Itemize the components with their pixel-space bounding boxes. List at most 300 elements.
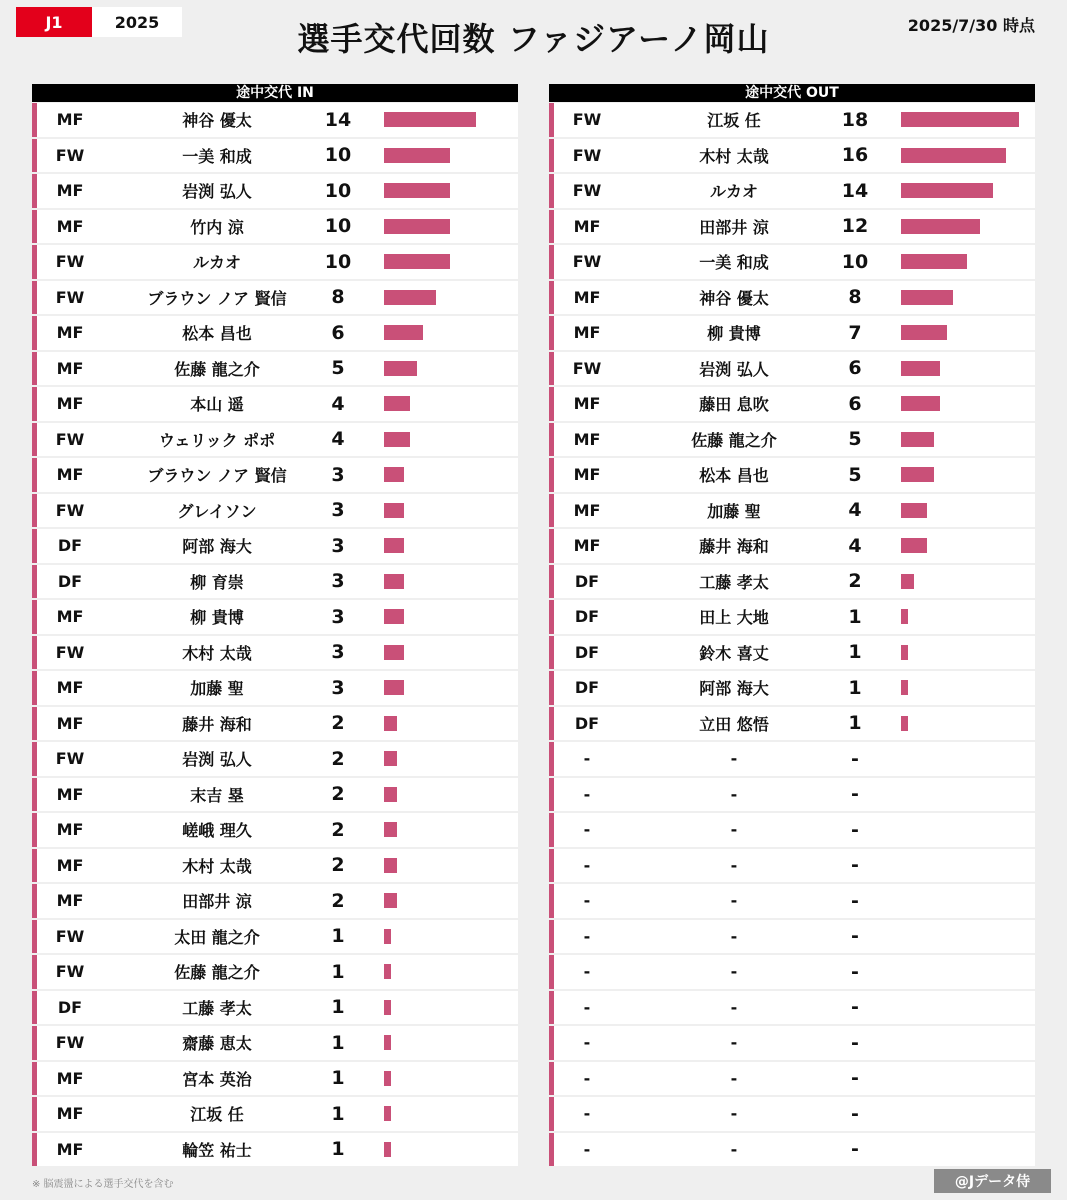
table-row — [549, 245, 1035, 279]
substitution-out-rows — [549, 103, 1035, 1166]
position-label: MF — [56, 607, 84, 627]
player-name: 齋藤 恵太 — [182, 1034, 252, 1054]
table-row — [549, 671, 1035, 705]
position-label: MF — [573, 429, 601, 449]
count-label: 10 — [324, 179, 352, 202]
count-label: 1 — [331, 960, 345, 983]
table-row — [549, 742, 1035, 776]
count-bar — [901, 716, 908, 731]
position-label: FW — [55, 287, 85, 307]
position-label: MF — [56, 713, 84, 733]
position-label: MF — [56, 323, 84, 343]
player-name: - — [730, 784, 738, 804]
position-label: DF — [57, 536, 83, 556]
count-bar — [384, 1035, 391, 1050]
count-label: 1 — [848, 641, 862, 664]
table-row — [32, 884, 518, 918]
table-row — [32, 245, 518, 279]
count-bar — [901, 467, 934, 482]
position-label: MF — [56, 358, 84, 378]
count-label: - — [851, 1102, 859, 1125]
player-name: 鈴木 喜丈 — [699, 643, 769, 663]
count-label: 2 — [331, 889, 345, 912]
count-bar — [384, 751, 397, 766]
player-name: 佐藤 龍之介 — [174, 359, 260, 379]
player-name: 木村 太哉 — [182, 643, 252, 663]
count-bar — [901, 396, 940, 411]
table-row — [549, 174, 1035, 208]
position-label: MF — [573, 465, 601, 485]
count-bar — [901, 112, 1019, 127]
player-name: 宮本 英治 — [182, 1069, 252, 1089]
count-bar — [901, 148, 1006, 163]
player-name: 江坂 任 — [707, 111, 761, 131]
count-bar — [384, 396, 410, 411]
player-name: 嵯峨 理久 — [182, 821, 252, 841]
position-label: - — [583, 749, 591, 769]
position-label: MF — [56, 181, 84, 201]
count-label: 3 — [331, 570, 345, 593]
table-row — [32, 813, 518, 847]
table-row — [32, 103, 518, 137]
player-name: 一美 和成 — [182, 146, 252, 166]
player-name: 柳 貴博 — [707, 324, 761, 344]
position-label: MF — [573, 394, 601, 414]
player-name: 阿部 海大 — [182, 537, 252, 557]
table-row — [32, 920, 518, 954]
count-bar — [384, 325, 423, 340]
count-label: - — [851, 1138, 859, 1161]
player-name: - — [730, 926, 738, 946]
position-label: MF — [573, 500, 601, 520]
count-label: 2 — [331, 854, 345, 877]
table-row — [549, 707, 1035, 741]
table-row — [549, 1097, 1035, 1131]
count-bar — [384, 680, 404, 695]
count-bar — [901, 538, 927, 553]
count-label: 2 — [848, 570, 862, 593]
player-name: 岩渕 弘人 — [699, 359, 769, 379]
table-row — [549, 778, 1035, 812]
count-label: 3 — [331, 534, 345, 557]
count-label: - — [851, 818, 859, 841]
player-name: グレイソン — [177, 501, 257, 521]
player-name: 佐藤 龍之介 — [691, 430, 777, 450]
position-label: DF — [574, 678, 600, 698]
credit-badge: @Jデータ侍 — [934, 1169, 1051, 1193]
position-label: - — [583, 1068, 591, 1088]
table-row — [32, 316, 518, 350]
player-name: ルカオ — [192, 253, 241, 273]
table-row — [32, 494, 518, 528]
position-label: MF — [56, 891, 84, 911]
table-row — [32, 1062, 518, 1096]
count-label: 12 — [841, 215, 869, 238]
player-name: 太田 龍之介 — [174, 927, 260, 947]
count-label: 1 — [331, 1067, 345, 1090]
count-bar — [384, 148, 450, 163]
count-bar — [901, 254, 967, 269]
count-label: - — [851, 925, 859, 948]
count-label: - — [851, 889, 859, 912]
count-bar — [384, 574, 404, 589]
count-label: 4 — [331, 392, 345, 415]
substitution-in-chart — [32, 84, 518, 1168]
player-name: 松本 昌也 — [182, 324, 252, 344]
table-row — [32, 849, 518, 883]
count-label: 18 — [841, 108, 869, 131]
table-row — [32, 529, 518, 563]
count-bar — [384, 893, 397, 908]
position-label: FW — [55, 429, 85, 449]
player-name: 神谷 優太 — [699, 288, 769, 308]
table-row — [32, 1026, 518, 1060]
count-label: - — [851, 1031, 859, 1054]
count-label: 3 — [331, 605, 345, 628]
league-tag: J1 — [16, 7, 92, 37]
player-name: 本山 遥 — [190, 395, 244, 415]
player-name: 江坂 任 — [190, 1105, 244, 1125]
count-bar — [384, 112, 476, 127]
table-row — [549, 920, 1035, 954]
count-bar — [901, 219, 980, 234]
substitution-in-rows — [32, 103, 518, 1166]
substitution-out-chart — [549, 84, 1035, 1168]
count-bar — [384, 716, 397, 731]
position-label: MF — [56, 216, 84, 236]
player-name: 神谷 優太 — [182, 111, 252, 131]
count-bar — [901, 361, 940, 376]
table-row — [549, 636, 1035, 670]
player-name: - — [730, 1104, 738, 1124]
position-label: MF — [573, 216, 601, 236]
position-label: DF — [574, 607, 600, 627]
player-name: 輪笠 祐士 — [182, 1140, 252, 1160]
player-name: ルカオ — [709, 182, 758, 202]
table-row — [32, 1133, 518, 1167]
count-bar — [384, 219, 450, 234]
page-title: 選手交代回数 ファジアーノ岡山 — [297, 20, 770, 58]
position-label: - — [583, 1033, 591, 1053]
count-bar — [384, 822, 397, 837]
count-label: 1 — [848, 676, 862, 699]
count-label: 4 — [331, 428, 345, 451]
count-label: 2 — [331, 783, 345, 806]
count-label: - — [851, 747, 859, 770]
position-label: MF — [56, 394, 84, 414]
count-label: 2 — [331, 818, 345, 841]
table-row — [32, 600, 518, 634]
position-label: DF — [574, 642, 600, 662]
count-label: 1 — [331, 996, 345, 1019]
count-bar — [901, 432, 934, 447]
table-row — [549, 352, 1035, 386]
player-name: ブラウン ノア 賢信 — [147, 288, 287, 308]
table-row — [549, 884, 1035, 918]
count-label: 8 — [331, 286, 345, 309]
table-row — [549, 210, 1035, 244]
table-row — [549, 423, 1035, 457]
position-label: FW — [572, 252, 602, 272]
count-label: 1 — [331, 1138, 345, 1161]
count-label: - — [851, 783, 859, 806]
count-label: 5 — [848, 428, 862, 451]
player-name: 柳 育崇 — [190, 572, 244, 592]
position-label: - — [583, 820, 591, 840]
position-label: FW — [572, 358, 602, 378]
count-label: - — [851, 960, 859, 983]
count-bar — [384, 467, 404, 482]
position-label: - — [583, 855, 591, 875]
count-bar — [901, 574, 914, 589]
position-label: FW — [572, 110, 602, 130]
count-label: - — [851, 854, 859, 877]
position-label: MF — [56, 1068, 84, 1088]
player-name: 工藤 孝太 — [182, 998, 252, 1018]
count-label: 10 — [841, 250, 869, 273]
count-label: - — [851, 1067, 859, 1090]
as-of-date: 2025/7/30 時点 — [907, 16, 1035, 35]
position-label: DF — [57, 997, 83, 1017]
position-label: FW — [572, 145, 602, 165]
position-label: DF — [574, 571, 600, 591]
count-label: 3 — [331, 463, 345, 486]
count-bar — [901, 325, 947, 340]
count-bar — [384, 1106, 391, 1121]
player-name: 木村 太哉 — [699, 146, 769, 166]
table-row — [549, 1026, 1035, 1060]
chart-title-in: 途中交代 IN — [32, 84, 518, 102]
count-bar — [901, 680, 908, 695]
player-name: 岩渕 弘人 — [182, 750, 252, 770]
position-label: FW — [55, 749, 85, 769]
player-name: - — [730, 855, 738, 875]
count-bar — [384, 183, 450, 198]
table-row — [32, 1097, 518, 1131]
position-label: MF — [56, 465, 84, 485]
count-label: 16 — [841, 144, 869, 167]
count-label: 4 — [848, 534, 862, 557]
count-label: 6 — [848, 357, 862, 380]
table-row — [549, 813, 1035, 847]
table-row — [549, 103, 1035, 137]
table-row — [32, 281, 518, 315]
count-bar — [384, 964, 391, 979]
count-label: 14 — [324, 108, 352, 131]
table-row — [549, 1062, 1035, 1096]
player-name: 加藤 聖 — [190, 679, 244, 699]
count-bar — [384, 1000, 391, 1015]
count-bar — [384, 609, 404, 624]
position-label: MF — [56, 110, 84, 130]
count-label: 3 — [331, 499, 345, 522]
position-label: - — [583, 1139, 591, 1159]
position-label: MF — [56, 1139, 84, 1159]
count-bar — [901, 645, 908, 660]
count-label: 8 — [848, 286, 862, 309]
player-name: 阿部 海大 — [699, 679, 769, 699]
position-label: MF — [56, 678, 84, 698]
count-bar — [384, 1142, 391, 1157]
table-row — [32, 636, 518, 670]
count-label: 6 — [848, 392, 862, 415]
player-name: 柳 貴博 — [190, 608, 244, 628]
table-row — [549, 1133, 1035, 1167]
player-name: 田部井 涼 — [182, 892, 252, 912]
position-label: MF — [56, 1104, 84, 1124]
position-label: DF — [57, 571, 83, 591]
player-name: 竹内 涼 — [190, 217, 244, 237]
count-label: 10 — [324, 250, 352, 273]
player-name: - — [730, 820, 738, 840]
player-name: - — [730, 1068, 738, 1088]
position-label: MF — [56, 855, 84, 875]
position-label: FW — [55, 1033, 85, 1053]
player-name: 藤井 海和 — [699, 537, 769, 557]
player-name: - — [730, 891, 738, 911]
table-row — [32, 707, 518, 741]
count-label: 2 — [331, 747, 345, 770]
table-row — [32, 352, 518, 386]
count-bar — [384, 1071, 391, 1086]
season-tag: 2025 — [92, 7, 182, 37]
position-label: MF — [56, 820, 84, 840]
table-row — [549, 458, 1035, 492]
count-label: 7 — [848, 321, 862, 344]
position-label: FW — [55, 500, 85, 520]
player-name: ウェリック ポポ — [158, 430, 276, 450]
count-label: 3 — [331, 641, 345, 664]
table-row — [549, 281, 1035, 315]
table-row — [32, 139, 518, 173]
player-name: 田上 大地 — [699, 608, 769, 628]
count-label: 1 — [848, 605, 862, 628]
count-bar — [384, 503, 404, 518]
table-row — [32, 991, 518, 1025]
table-row — [549, 387, 1035, 421]
count-label: 10 — [324, 215, 352, 238]
count-bar — [384, 254, 450, 269]
count-label: 4 — [848, 499, 862, 522]
count-bar — [901, 503, 927, 518]
player-name: 田部井 涼 — [699, 217, 769, 237]
table-row — [549, 849, 1035, 883]
player-name: - — [730, 962, 738, 982]
table-row — [32, 210, 518, 244]
player-name: - — [730, 749, 738, 769]
count-bar — [384, 645, 404, 660]
count-label: 5 — [331, 357, 345, 380]
position-label: FW — [55, 926, 85, 946]
count-bar — [384, 787, 397, 802]
position-label: - — [583, 891, 591, 911]
player-name: 加藤 聖 — [707, 501, 761, 521]
count-label: 2 — [331, 712, 345, 735]
footnote: ※ 脳震盪による選手交代を含む — [32, 1179, 174, 1190]
count-bar — [384, 538, 404, 553]
position-label: - — [583, 1104, 591, 1124]
position-label: FW — [55, 252, 85, 272]
player-name: - — [730, 1033, 738, 1053]
position-label: MF — [56, 784, 84, 804]
table-row — [549, 955, 1035, 989]
position-label: - — [583, 997, 591, 1017]
chart-title-out: 途中交代 OUT — [549, 84, 1035, 102]
player-name: 工藤 孝太 — [699, 572, 769, 592]
count-label: 5 — [848, 463, 862, 486]
position-label: MF — [573, 323, 601, 343]
player-name: - — [730, 997, 738, 1017]
table-row — [32, 458, 518, 492]
position-label: - — [583, 926, 591, 946]
count-label: 14 — [841, 179, 869, 202]
player-name: 藤井 海和 — [182, 714, 252, 734]
table-row — [549, 565, 1035, 599]
table-row — [549, 529, 1035, 563]
player-name: 一美 和成 — [699, 253, 769, 273]
position-label: - — [583, 962, 591, 982]
count-label: 6 — [331, 321, 345, 344]
table-row — [32, 742, 518, 776]
table-row — [32, 955, 518, 989]
player-name: 藤田 息吹 — [699, 395, 769, 415]
position-label: - — [583, 784, 591, 804]
count-bar — [901, 290, 953, 305]
player-name: 佐藤 龍之介 — [174, 963, 260, 983]
player-name: ブラウン ノア 賢信 — [147, 466, 287, 486]
table-row — [32, 671, 518, 705]
count-label: 10 — [324, 144, 352, 167]
position-label: MF — [573, 536, 601, 556]
player-name: 立田 悠悟 — [699, 714, 769, 734]
count-label: 1 — [331, 925, 345, 948]
count-bar — [384, 858, 397, 873]
count-bar — [384, 361, 417, 376]
table-row — [549, 600, 1035, 634]
player-name: 岩渕 弘人 — [182, 182, 252, 202]
position-label: FW — [55, 642, 85, 662]
table-row — [32, 778, 518, 812]
position-label: DF — [574, 713, 600, 733]
count-label: 1 — [331, 1031, 345, 1054]
position-label: MF — [573, 287, 601, 307]
count-bar — [901, 609, 908, 624]
count-bar — [384, 290, 436, 305]
position-label: FW — [55, 962, 85, 982]
player-name: 末吉 塁 — [190, 785, 244, 805]
player-name: - — [730, 1139, 738, 1159]
count-label: - — [851, 996, 859, 1019]
position-label: FW — [55, 145, 85, 165]
count-label: 3 — [331, 676, 345, 699]
table-row — [32, 423, 518, 457]
player-name: 木村 太哉 — [182, 856, 252, 876]
table-row — [549, 991, 1035, 1025]
table-row — [32, 565, 518, 599]
table-row — [32, 174, 518, 208]
count-label: 1 — [848, 712, 862, 735]
count-label: 1 — [331, 1102, 345, 1125]
position-label: FW — [572, 181, 602, 201]
table-row — [32, 387, 518, 421]
table-row — [549, 139, 1035, 173]
count-bar — [384, 929, 391, 944]
table-row — [549, 494, 1035, 528]
count-bar — [384, 432, 410, 447]
count-bar — [901, 183, 993, 198]
player-name: 松本 昌也 — [699, 466, 769, 486]
table-row — [549, 316, 1035, 350]
